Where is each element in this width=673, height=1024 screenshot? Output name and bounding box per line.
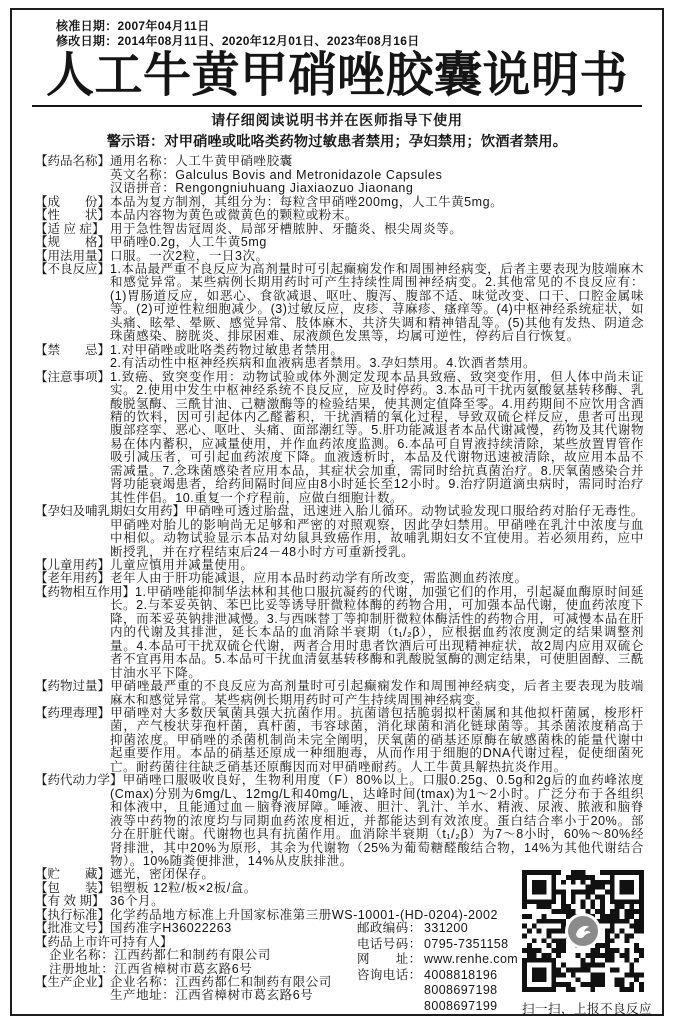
section-indications: 【适 应 症】 用于急性智齿冠周炎、局部牙槽脓肿、牙髓炎、根尖周炎等。 (35, 221, 463, 236)
section-precautions: 【注意事项】1.致癌、致突变作用：动物试验或体外测定发现本品具致癌、致突变作用，但人体中尚未证实。2.使用中发生中枢神经系统不良反应，应及时停药。3.本品可干扰丙氨酸氨基转移酶、乳酸脱氢酶、三酰甘油、己糖激酶等的检验结果，使其测定值降至零。4.用药期间不应饮用含酒精的饮料，因可引起体内乙醛蓄积，干扰酒精的氧化过程，导致双硫仑样反应，患者可出现腹部痉挛、恶心、呕吐、头痛、面部潮红等。5.肝功能减退者本品代谢减慢，药物及其代谢物易在体内蓄积，应减量使用，并作血药浓度监测。6.本品可自胃液持续清除，某些放置胃管作吸引减压者，可引起血药浓度下降。血液透析时，本品及代谢物迅速被清除，故应用本品不需减量。7.念珠菌感染者应用本品，其症状会加重，需同时给抗真菌治疗。8.厌氧菌感染合并肾功能衰竭患者，给药间隔时间应由8小时延长至12小时。9.治疗阴道滴虫病时，需同时治疗其性伴侣。10.重复一个疗程前，应做白细胞计数。 (35, 369, 644, 505)
page-border (10, 8, 664, 1016)
section-description: 【性 状】本品内容物为黄色或微黄色的颗粒或粉末。 (35, 208, 358, 223)
section-line: 汉语拼音：Rengongniuhuang Jiaxiaozuo Jiaonang (110, 181, 414, 196)
section-label: 【药品名称】 (35, 154, 111, 169)
section-label: 【孕妇及哺乳期妇女用药】 (35, 504, 186, 519)
section-line: 2.有活动性中枢神经疾病和血液病患者禁用。3.孕妇禁用。4.饮酒者禁用。 (110, 356, 537, 371)
title-divider (32, 105, 642, 107)
section-strength: 【规 格】甲硝唑0.2g，人工牛黄5mg (35, 235, 267, 250)
contact-row (357, 921, 518, 937)
contact-value: 4008818196 (424, 967, 498, 982)
section-label: 【执行标准】 (35, 907, 111, 922)
contact-value: 8008697199 (424, 998, 498, 1013)
section-approval-number: 【批准文号】国药准字H36022263 (35, 921, 232, 936)
contact-row (357, 937, 518, 953)
section-subline: 企业名称：江西药都仁和制药有限公司 (49, 948, 271, 963)
section-label: 【注意事项】 (35, 369, 111, 384)
date-block (56, 19, 662, 48)
section-subline: 注册地址：江西省樟树市葛玄路6号 (49, 961, 253, 976)
revision-date: 修改日期：2014年08月11日、2020年12月01日、2023年08月16日 (56, 33, 420, 48)
section-label: 【药理毒理】 (35, 705, 111, 720)
section-label: 【批准文号】 (35, 921, 111, 936)
section-label: 【贮 藏】 (35, 867, 111, 882)
section-ingredients: 【成 份】本品为复方制剂，其组分为：每粒含甲硝唑200mg，人工牛黄5mg。 (35, 194, 504, 209)
section-storage: 【贮 藏】遮光，密闭保存。 (35, 867, 215, 882)
section-overdose: 【药物过量】甲硝唑最严重的不良反应为高剂量时可引起癫痫发作和周围神经病变，后者主要表现为肢端麻木和感觉异常。某些病例长期用药时可产生持续周围神经病变。 (35, 679, 644, 707)
renhe-logo-icon (568, 916, 598, 946)
section-label: 【规 格】 (35, 235, 111, 250)
section-label: 【药品上市许可持有人】 (35, 934, 173, 949)
section-label: 【性 状】 (35, 208, 111, 223)
contact-row (357, 968, 518, 984)
section-pediatric-use: 【儿童用药】儿童应慎用并减量使用。 (35, 557, 254, 572)
qr-block (522, 870, 656, 1017)
contact-label: 咨询电话： (357, 967, 422, 982)
contact-value: 8008697198 (424, 983, 498, 998)
section-label: 【禁 忌】 (35, 342, 111, 357)
contact-label: 网 址： (357, 952, 422, 967)
section-label: 【药物过量】 (35, 679, 111, 694)
contact-row (357, 999, 518, 1015)
section-line: 英文名称：Galculus Bovis and Metronidazole Capsules (110, 167, 443, 182)
section-label: 【不良反应】 (35, 262, 111, 277)
contact-value: 0795-7351158 (424, 936, 509, 951)
section-drug-name: 【药品名称】通用名称：人工牛黄甲硝唑胶囊 英文名称：Galculus Bovis and Metronidazole Capsules 汉语拼音：Rengongniuhuang Jiaxiaozuo Jiaonang (35, 155, 644, 195)
contact-label: 电话号码： (357, 936, 422, 951)
section-label: 【生产企业】 (35, 975, 111, 990)
section-pregnancy: 【孕妇及哺乳期妇女用药】甲硝唑可透过胎盘，迅速进入胎儿循环。动物试验发现口服给药对胎仔无毒性。甲硝唑对胎儿的影响尚无足够和严密的对照观察，因此孕妇禁用。甲硝唑在乳汁中浓度与血中相似。动物试验显示本品对幼鼠具致癌作用，故哺乳期妇女不宜使用。若必须用药，应中断授乳，并在疗程结束后24－48小时方可重新授乳。 (35, 504, 644, 559)
contact-label: 邮政编码： (357, 921, 422, 935)
document-title: 人工牛黄甲硝唑胶囊说明书 (45, 49, 628, 102)
section-label: 【有 效 期】 (35, 894, 105, 909)
section-contraindications: 【禁 忌】1.对甲硝唑或吡咯类药物过敏患者禁用。 2.有活动性中枢神经疾病和血液病患者禁用。3.孕妇禁用。4.饮酒者禁用。 (35, 344, 644, 371)
section-label: 【用法用量】 (35, 248, 111, 263)
section-label: 【药物相互作用】 (35, 584, 136, 599)
section-pharmacology-toxicology: 【药理毒理】甲硝唑对大多数厌氧菌具强大抗菌作用。抗菌谱包括脆弱拟杆菌属和其他拟杆菌属，梭形杆菌，产气梭状芽孢杆菌，真杆菌，韦容球菌，消化球菌和消化链球菌等。其杀菌浓度稍高于抑菌浓度。甲硝唑的杀菌机制尚未完全阐明，厌氧菌的硝基还原酶在敏感菌株的能量代谢中起重要作用。本品的硝基还原成一种细胞毒，从而作用于细胞的DNA代谢过程，促使细菌死亡。耐药菌往往缺乏硝基还原酶因而对甲硝唑耐药。人工牛黄具解热抗炎作用。 (35, 705, 644, 774)
section-pharmacokinetics: 【药代动力学】甲硝唑口服吸收良好，生物利用度（F）80%以上。口服0.25g、0.5g和2g后的血药峰浓度(Cmax)分别为6mg/L、12mg/L和40mg/L，达峰时间(tmax)为1～2小时。广泛分布于各组织和体液中，且能通过血－脑脊液屏障。唾液、胆汁、乳汁、羊水、精液、尿液、脓液和脑脊液等中药物的浓度均与同期血药浓度相近，并都能达到有效浓度。蛋白结合率小于20%。部分在肝脏代谢。代谢物也具有抗菌作用。血消除半衰期（t₁/₂β）为7～8小时，60%～80%经肾排泄，其中20%为原形，其余为代谢物（25%为葡萄糖醛酸结合物，14%为其他代谢结合物）。10%随粪便排泄，14%从皮肤排泄。 (35, 773, 644, 868)
section-adverse-reactions: 【不良反应】1.本品最严重不良反应为高剂量时可引起癫痫发作和周围神经病变，后者主要表现为肢端麻木和感觉异常。某些病例长期用药时可产生持续性周围神经病变。2.其他常见的不良反应有：(1)胃肠道反应，如恶心、食欲减退、呕吐、腹泻、腹部不适、味觉改变、口干、口腔金属味等。(2)可逆性粒细胞减少。(3)过敏反应，皮疹、荨麻疹、瘙痒等。(4)中枢神经系统症状，如头痛、眩晕、晕厥、感觉异常、肢体麻木、共济失调和精神错乱等。(5)其他有发热、阴道念珠菌感染、膀胱炎、排尿困难、尿液颜色发黑等，均属可逆性，停药后自行恢复。 (35, 262, 644, 344)
warning-statement: 警示语：对甲硝唑或吡咯类药物过敏患者禁用；孕妇禁用；饮酒者禁用。 (106, 134, 568, 151)
section-geriatric-use: 【老年用药】老年人由于肝功能减退，应用本品时药动学有所改变，需监测血药浓度。 (35, 571, 528, 586)
read-carefully-note: 请仔细阅读说明书并在医师指导下使用 (211, 112, 463, 129)
contact-row (357, 952, 518, 968)
section-label: 【成 份】 (35, 194, 111, 209)
section-label: 【药代动力学】 (35, 773, 123, 788)
contact-value: 331200 (424, 921, 469, 935)
qr-caption: 扫一扫，上报不良反应 (522, 1002, 653, 1016)
qr-code (522, 870, 644, 992)
contact-block (357, 921, 518, 1015)
section-drug-interactions: 【药物相互作用】1.甲硝唑能抑制华法林和其他口服抗凝药的代谢，加强它们的作用，引起凝血酶原时间延长。2.与苯妥英钠、苯巴比妥等诱导肝微粒体酶的药物合用，可加强本品代谢，使血药浓度下降，而苯妥英钠排泄减慢。3.与西咪替丁等抑制肝微粒体酶活性的药物合用，可减慢本品在肝内的代谢及其排泄，延长本品的血消除半衰期（t₁/₂β），应根据血药浓度测定的结果调整剂量。4.本品可干扰双硫仑代谢，两者合用时患者饮酒后可出现精神症状，故2周内应用双硫仑者不宜再用本品。5.本品可干扰血清氨基转移酶和乳酸脱氢酶的测定结果，可使胆固醇、三酰甘油水平下降。 (35, 584, 644, 680)
section-label: 【老年用药】 (35, 571, 111, 586)
section-packaging: 【包 装】铝塑板 12粒/板×2板/盒。 (35, 880, 257, 895)
section-standard: 【执行标准】化学药品地方标准上升国家标准第三册WS-10001-(HD-0204)-2002 (35, 907, 499, 922)
section-shelf-life: 【有 效 期】 36个月。 (35, 894, 165, 909)
contact-row (357, 983, 518, 999)
approval-date: 核准日期：2007年04月11日 (56, 19, 210, 33)
section-manufacturer: 【生产企业】企业名称：江西药都仁和制药有限公司 生产地址：江西省樟树市葛玄路6号 (35, 976, 644, 1003)
contact-value: www.renhe.com (424, 952, 519, 967)
section-label: 【包 装】 (35, 880, 111, 895)
section-label: 【儿童用药】 (35, 557, 111, 572)
section-line: 生产地址：江西省樟树市葛玄路6号 (110, 988, 314, 1003)
section-dosage: 【用法用量】口服。一次2粒，一日3次。 (35, 248, 269, 263)
section-label: 【适 应 症】 (35, 221, 105, 236)
